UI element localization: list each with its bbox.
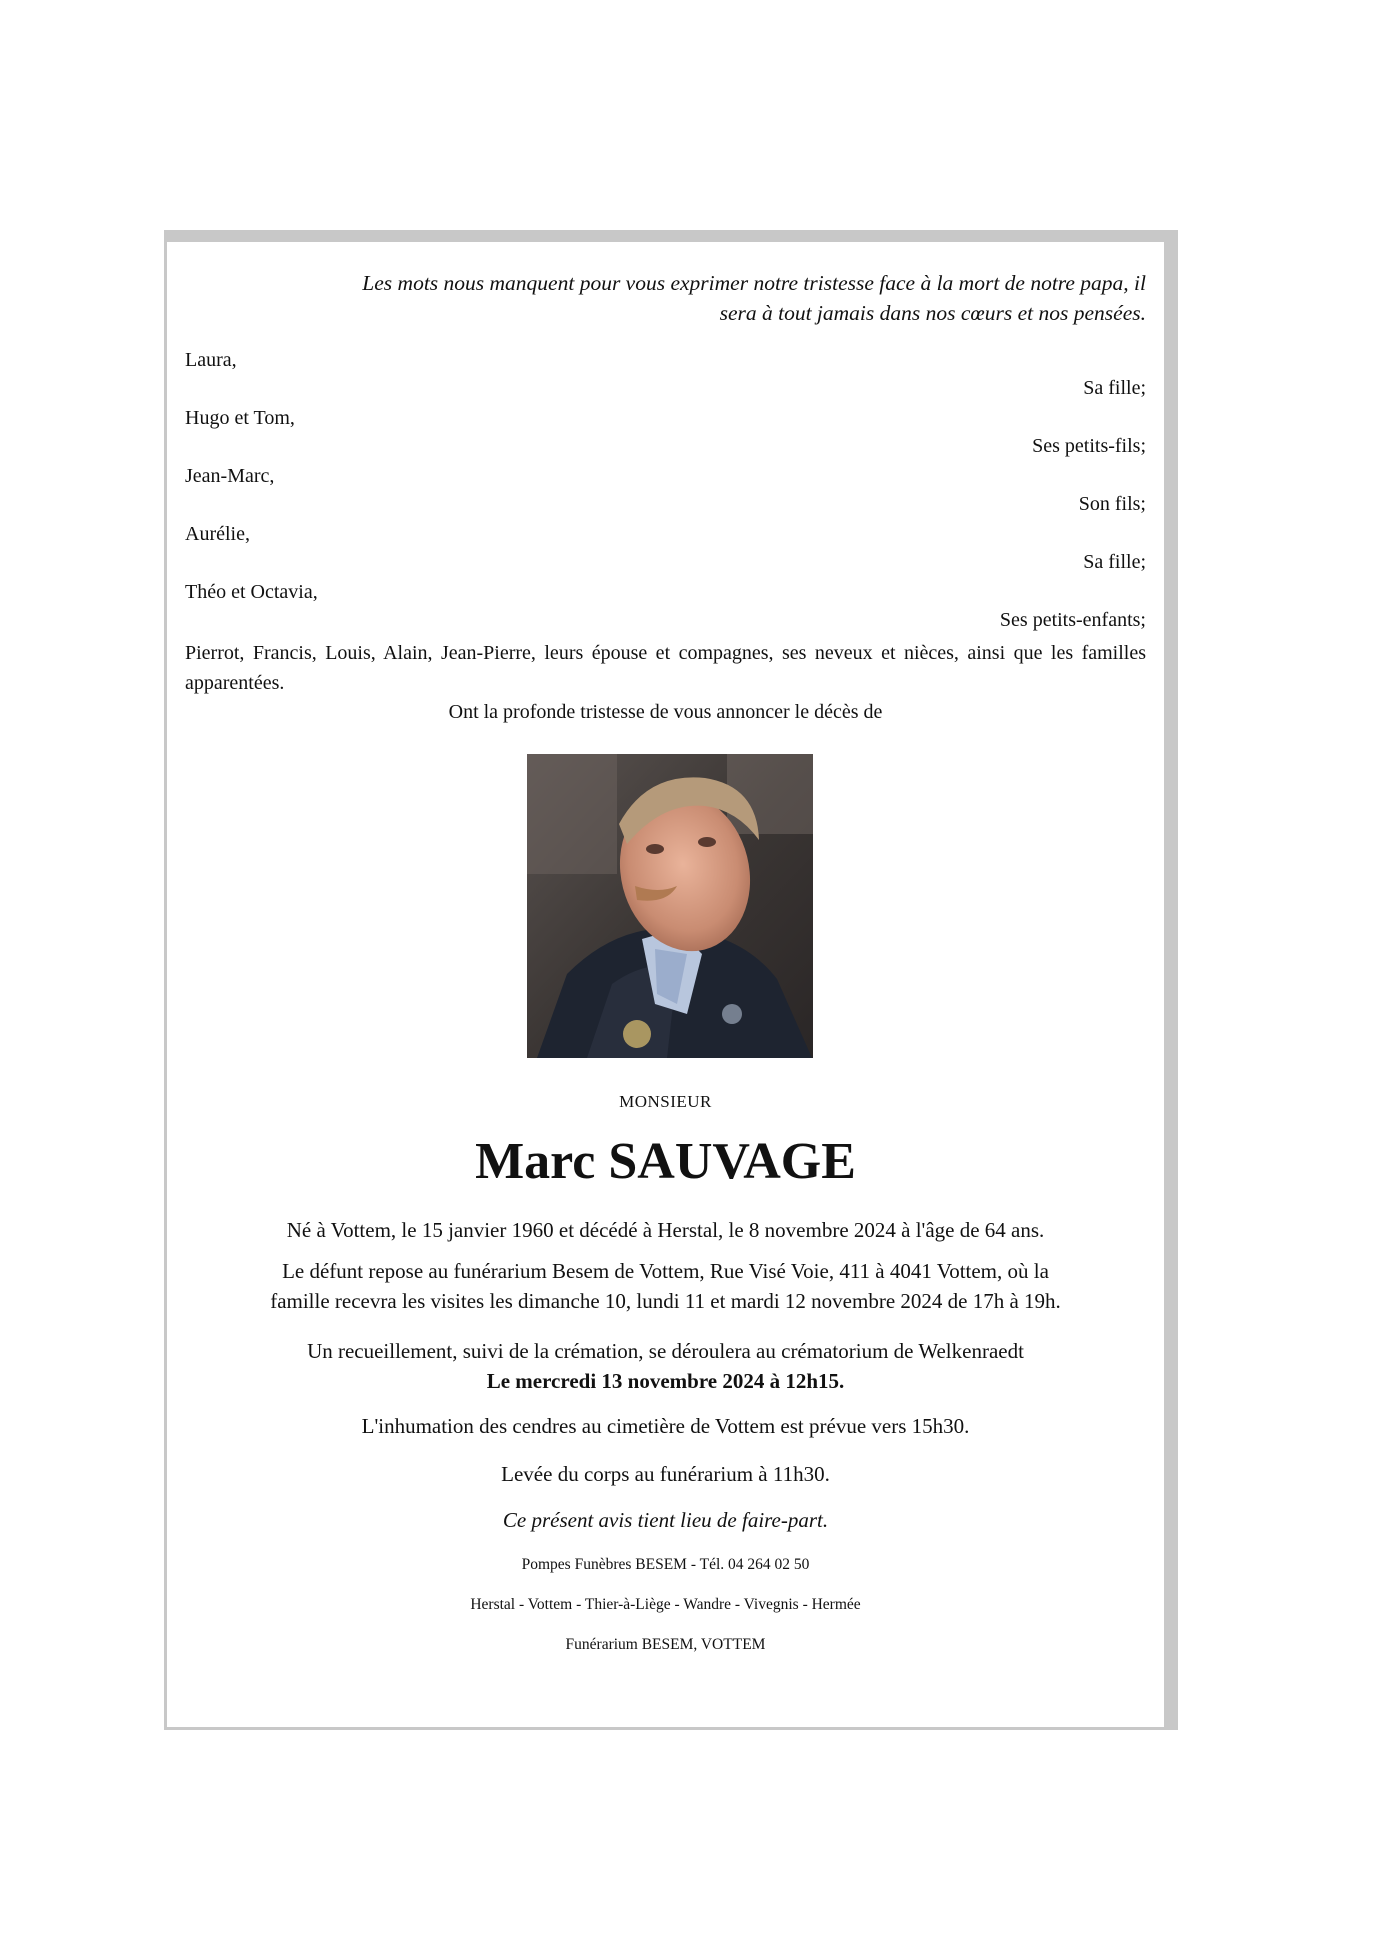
notice-text: Ce présent avis tient lieu de faire-part.: [502, 1508, 829, 1532]
portrait-illustration: [527, 754, 813, 1058]
family-entry: [185, 346, 1146, 402]
intro-line-2: sera à tout jamais dans nos cœurs et nos pensées.: [719, 301, 1146, 325]
family-relation: Sa fille;: [1083, 551, 1146, 573]
intro-text: [185, 268, 1146, 328]
family-entry: [185, 520, 1146, 576]
family-name: Théo et Octavia,: [185, 581, 318, 603]
inhumation-info: L'inhumation des cendres au cimetière de Vottem est prévue vers 15h30.: [361, 1414, 970, 1438]
family-relation: Ses petits-enfants;: [999, 609, 1146, 631]
honorific: MONSIEUR: [619, 1092, 712, 1111]
obituary-card: [164, 230, 1178, 1730]
family-relation: Ses petits-fils;: [1032, 435, 1146, 457]
family-relation: Sa fille;: [1083, 377, 1146, 399]
family-name: Laura,: [185, 349, 237, 371]
family-name: Jean-Marc,: [185, 465, 275, 487]
birth-death-info: Né à Vottem, le 15 janvier 1960 et décédé à Herstal, le 8 novembre 2024 à l'âge de 64 ans.: [286, 1218, 1045, 1242]
family-entry: [185, 404, 1146, 460]
funeral-home-contact: Pompes Funèbres BESEM - Tél. 04 264 02 50: [521, 1556, 810, 1573]
ceremony-text: Un recueillement, suivi de la crémation, se déroulera au crématorium de Welkenraedt: [307, 1339, 1024, 1363]
visitation-info: [185, 1256, 1146, 1316]
deceased-name: Marc SAUVAGE: [475, 1133, 856, 1190]
funerarium-name: Funérarium BESEM, VOTTEM: [565, 1636, 766, 1653]
obituary-content: [185, 242, 1146, 1727]
portrait-photo: [527, 754, 813, 1058]
visitation-line-2: famille recevra les visites les dimanche 10, lundi 11 et mardi 12 novembre 2024 de 17h à 19h.: [270, 1289, 1061, 1313]
ceremony-info: [185, 1336, 1146, 1396]
announcement-text: Ont la profonde tristesse de vous annoncer le décès de: [448, 701, 883, 723]
other-relatives: Pierrot, Francis, Louis, Alain, Jean-Pierre, leurs épouse et compagnes, ses neveux et nièces, ainsi que les familles apparentées.: [185, 642, 1146, 694]
levee-info: Levée du corps au funérarium à 11h30.: [501, 1462, 830, 1486]
visitation-line-1: Le défunt repose au funérarium Besem de Vottem, Rue Visé Voie, 411 à 4041 Vottem, où la: [282, 1259, 1049, 1283]
ceremony-date: Le mercredi 13 novembre 2024 à 12h15.: [486, 1369, 845, 1393]
funeral-home-locations: Herstal - Vottem - Thier-à-Liège - Wandre - Vivegnis - Hermée: [470, 1596, 861, 1613]
family-entry: [185, 578, 1146, 634]
family-relation: Son fils;: [1078, 493, 1146, 515]
family-name: Aurélie,: [185, 523, 250, 545]
family-name: Hugo et Tom,: [185, 407, 295, 429]
intro-line-1: Les mots nous manquent pour vous exprimer notre tristesse face à la mort de notre papa, il: [362, 271, 1146, 295]
family-entry: [185, 462, 1146, 518]
